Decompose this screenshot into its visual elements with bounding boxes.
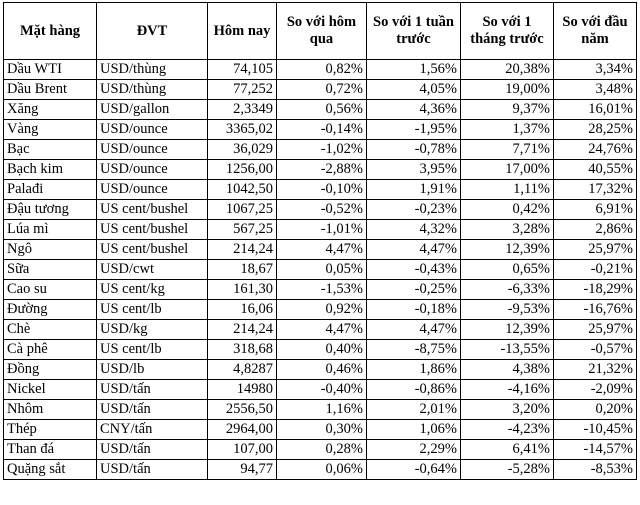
change-month-cell: 7,71% <box>461 140 554 160</box>
today-price-cell: 14980 <box>208 380 277 400</box>
change-day-cell: -0,40% <box>277 380 367 400</box>
change-week-cell: 2,01% <box>367 400 461 420</box>
table-row <box>4 260 637 280</box>
table-row <box>4 60 637 80</box>
unit-cell: US cent/lb <box>97 340 208 360</box>
header-unit: ĐVT <box>97 3 208 60</box>
change-month-cell: -6,33% <box>461 280 554 300</box>
change-week-cell: 3,95% <box>367 160 461 180</box>
change-month-cell: 6,41% <box>461 440 554 460</box>
table-row <box>4 420 637 440</box>
table-row <box>4 460 637 480</box>
today-price-cell: 77,252 <box>208 80 277 100</box>
change-month-cell: 1,37% <box>461 120 554 140</box>
today-price-cell: 1256,00 <box>208 160 277 180</box>
today-price-cell: 1067,25 <box>208 200 277 220</box>
commodity-cell: Đậu tương <box>4 200 97 220</box>
unit-cell: USD/tấn <box>97 460 208 480</box>
change-week-cell: 4,36% <box>367 100 461 120</box>
table-row <box>4 240 637 260</box>
commodity-cell: Nickel <box>4 380 97 400</box>
unit-cell: US cent/bushel <box>97 200 208 220</box>
commodity-cell: Xăng <box>4 100 97 120</box>
change-month-cell: 4,38% <box>461 360 554 380</box>
change-ytd-cell: 16,01% <box>554 100 637 120</box>
today-price-cell: 2556,50 <box>208 400 277 420</box>
commodity-price-table <box>3 2 637 480</box>
change-day-cell: -1,53% <box>277 280 367 300</box>
change-week-cell: 4,47% <box>367 240 461 260</box>
change-ytd-cell: -14,57% <box>554 440 637 460</box>
change-month-cell: -4,23% <box>461 420 554 440</box>
change-day-cell: 4,47% <box>277 320 367 340</box>
commodity-cell: Chè <box>4 320 97 340</box>
table-row <box>4 280 637 300</box>
today-price-cell: 1042,50 <box>208 180 277 200</box>
today-price-cell: 107,00 <box>208 440 277 460</box>
change-ytd-cell: -2,09% <box>554 380 637 400</box>
header-vs-yesterday: So với hôm qua <box>277 3 367 60</box>
table-row <box>4 160 637 180</box>
unit-cell: USD/tấn <box>97 380 208 400</box>
today-price-cell: 3365,02 <box>208 120 277 140</box>
table-row <box>4 440 637 460</box>
unit-cell: USD/ounce <box>97 140 208 160</box>
change-week-cell: 1,56% <box>367 60 461 80</box>
commodity-cell: Thép <box>4 420 97 440</box>
change-week-cell: -0,43% <box>367 260 461 280</box>
table-row <box>4 300 637 320</box>
today-price-cell: 16,06 <box>208 300 277 320</box>
change-month-cell: 1,11% <box>461 180 554 200</box>
today-price-cell: 4,8287 <box>208 360 277 380</box>
change-day-cell: -1,02% <box>277 140 367 160</box>
header-vs-month: So với 1 tháng trước <box>461 3 554 60</box>
unit-cell: US cent/bushel <box>97 220 208 240</box>
table-body <box>4 60 637 480</box>
change-week-cell: 1,91% <box>367 180 461 200</box>
change-day-cell: -0,10% <box>277 180 367 200</box>
change-day-cell: -0,14% <box>277 120 367 140</box>
change-day-cell: -2,88% <box>277 160 367 180</box>
table-row <box>4 340 637 360</box>
commodity-cell: Đồng <box>4 360 97 380</box>
commodity-cell: Dầu Brent <box>4 80 97 100</box>
change-ytd-cell: -18,29% <box>554 280 637 300</box>
change-ytd-cell: 28,25% <box>554 120 637 140</box>
change-day-cell: 0,72% <box>277 80 367 100</box>
commodity-cell: Than đá <box>4 440 97 460</box>
unit-cell: US cent/kg <box>97 280 208 300</box>
unit-cell: US cent/bushel <box>97 240 208 260</box>
change-month-cell: 3,28% <box>461 220 554 240</box>
change-ytd-cell: -10,45% <box>554 420 637 440</box>
table-row <box>4 200 637 220</box>
change-day-cell: 0,05% <box>277 260 367 280</box>
today-price-cell: 214,24 <box>208 240 277 260</box>
unit-cell: USD/ounce <box>97 160 208 180</box>
commodity-cell: Đường <box>4 300 97 320</box>
change-ytd-cell: 40,55% <box>554 160 637 180</box>
commodity-cell: Sữa <box>4 260 97 280</box>
change-day-cell: -1,01% <box>277 220 367 240</box>
table-row <box>4 320 637 340</box>
change-month-cell: 17,00% <box>461 160 554 180</box>
change-week-cell: 2,29% <box>367 440 461 460</box>
change-month-cell: -5,28% <box>461 460 554 480</box>
table-row <box>4 400 637 420</box>
change-day-cell: 0,40% <box>277 340 367 360</box>
change-month-cell: 9,37% <box>461 100 554 120</box>
change-month-cell: 0,42% <box>461 200 554 220</box>
header-commodity: Mặt hàng <box>4 3 97 60</box>
change-ytd-cell: -8,53% <box>554 460 637 480</box>
today-price-cell: 2964,00 <box>208 420 277 440</box>
change-day-cell: 0,82% <box>277 60 367 80</box>
change-day-cell: -0,52% <box>277 200 367 220</box>
change-week-cell: -0,25% <box>367 280 461 300</box>
header-row <box>4 3 637 60</box>
today-price-cell: 318,68 <box>208 340 277 360</box>
commodity-cell: Lúa mì <box>4 220 97 240</box>
change-day-cell: 0,06% <box>277 460 367 480</box>
change-month-cell: -9,53% <box>461 300 554 320</box>
change-month-cell: 12,39% <box>461 320 554 340</box>
change-week-cell: -0,23% <box>367 200 461 220</box>
change-ytd-cell: 17,32% <box>554 180 637 200</box>
change-ytd-cell: 6,91% <box>554 200 637 220</box>
change-week-cell: -0,64% <box>367 460 461 480</box>
change-week-cell: 4,47% <box>367 320 461 340</box>
change-week-cell: -0,86% <box>367 380 461 400</box>
unit-cell: USD/kg <box>97 320 208 340</box>
table-header <box>4 3 637 60</box>
change-day-cell: 0,46% <box>277 360 367 380</box>
change-week-cell: -1,95% <box>367 120 461 140</box>
today-price-cell: 214,24 <box>208 320 277 340</box>
unit-cell: USD/tấn <box>97 440 208 460</box>
change-ytd-cell: 2,86% <box>554 220 637 240</box>
change-ytd-cell: 0,20% <box>554 400 637 420</box>
unit-cell: USD/lb <box>97 360 208 380</box>
change-week-cell: 1,86% <box>367 360 461 380</box>
change-month-cell: 12,39% <box>461 240 554 260</box>
today-price-cell: 567,25 <box>208 220 277 240</box>
commodity-cell: Bạch kim <box>4 160 97 180</box>
today-price-cell: 36,029 <box>208 140 277 160</box>
change-ytd-cell: 21,32% <box>554 360 637 380</box>
commodity-cell: Bạc <box>4 140 97 160</box>
header-today: Hôm nay <box>208 3 277 60</box>
change-day-cell: 0,30% <box>277 420 367 440</box>
table-row <box>4 120 637 140</box>
commodity-cell: Nhôm <box>4 400 97 420</box>
change-week-cell: -0,78% <box>367 140 461 160</box>
unit-cell: USD/ounce <box>97 180 208 200</box>
commodity-cell: Vàng <box>4 120 97 140</box>
change-week-cell: -8,75% <box>367 340 461 360</box>
table-row <box>4 180 637 200</box>
table-row <box>4 380 637 400</box>
commodity-cell: Quặng sắt <box>4 460 97 480</box>
unit-cell: USD/ounce <box>97 120 208 140</box>
change-day-cell: 0,28% <box>277 440 367 460</box>
change-day-cell: 1,16% <box>277 400 367 420</box>
change-ytd-cell: 25,97% <box>554 320 637 340</box>
unit-cell: USD/tấn <box>97 400 208 420</box>
today-price-cell: 74,105 <box>208 60 277 80</box>
today-price-cell: 94,77 <box>208 460 277 480</box>
unit-cell: CNY/tấn <box>97 420 208 440</box>
change-ytd-cell: -0,57% <box>554 340 637 360</box>
commodity-cell: Palađi <box>4 180 97 200</box>
commodity-cell: Cao su <box>4 280 97 300</box>
change-day-cell: 0,92% <box>277 300 367 320</box>
change-month-cell: 3,20% <box>461 400 554 420</box>
change-week-cell: 4,05% <box>367 80 461 100</box>
change-month-cell: 20,38% <box>461 60 554 80</box>
change-ytd-cell: 3,34% <box>554 60 637 80</box>
change-month-cell: -13,55% <box>461 340 554 360</box>
change-month-cell: 19,00% <box>461 80 554 100</box>
table-row <box>4 140 637 160</box>
unit-cell: USD/thùng <box>97 80 208 100</box>
change-month-cell: 0,65% <box>461 260 554 280</box>
change-week-cell: -0,18% <box>367 300 461 320</box>
commodity-cell: Dầu WTI <box>4 60 97 80</box>
table-row <box>4 100 637 120</box>
change-month-cell: -4,16% <box>461 380 554 400</box>
header-vs-year-start: So với đầu năm <box>554 3 637 60</box>
unit-cell: US cent/lb <box>97 300 208 320</box>
header-vs-week: So với 1 tuần trước <box>367 3 461 60</box>
change-ytd-cell: 3,48% <box>554 80 637 100</box>
today-price-cell: 18,67 <box>208 260 277 280</box>
today-price-cell: 161,30 <box>208 280 277 300</box>
change-ytd-cell: 25,97% <box>554 240 637 260</box>
unit-cell: USD/gallon <box>97 100 208 120</box>
change-ytd-cell: 24,76% <box>554 140 637 160</box>
today-price-cell: 2,3349 <box>208 100 277 120</box>
change-day-cell: 4,47% <box>277 240 367 260</box>
change-ytd-cell: -16,76% <box>554 300 637 320</box>
unit-cell: USD/cwt <box>97 260 208 280</box>
table-row <box>4 80 637 100</box>
change-ytd-cell: -0,21% <box>554 260 637 280</box>
commodity-cell: Ngô <box>4 240 97 260</box>
change-day-cell: 0,56% <box>277 100 367 120</box>
table-row <box>4 360 637 380</box>
commodity-cell: Cà phê <box>4 340 97 360</box>
change-week-cell: 1,06% <box>367 420 461 440</box>
table-row <box>4 220 637 240</box>
unit-cell: USD/thùng <box>97 60 208 80</box>
change-week-cell: 4,32% <box>367 220 461 240</box>
